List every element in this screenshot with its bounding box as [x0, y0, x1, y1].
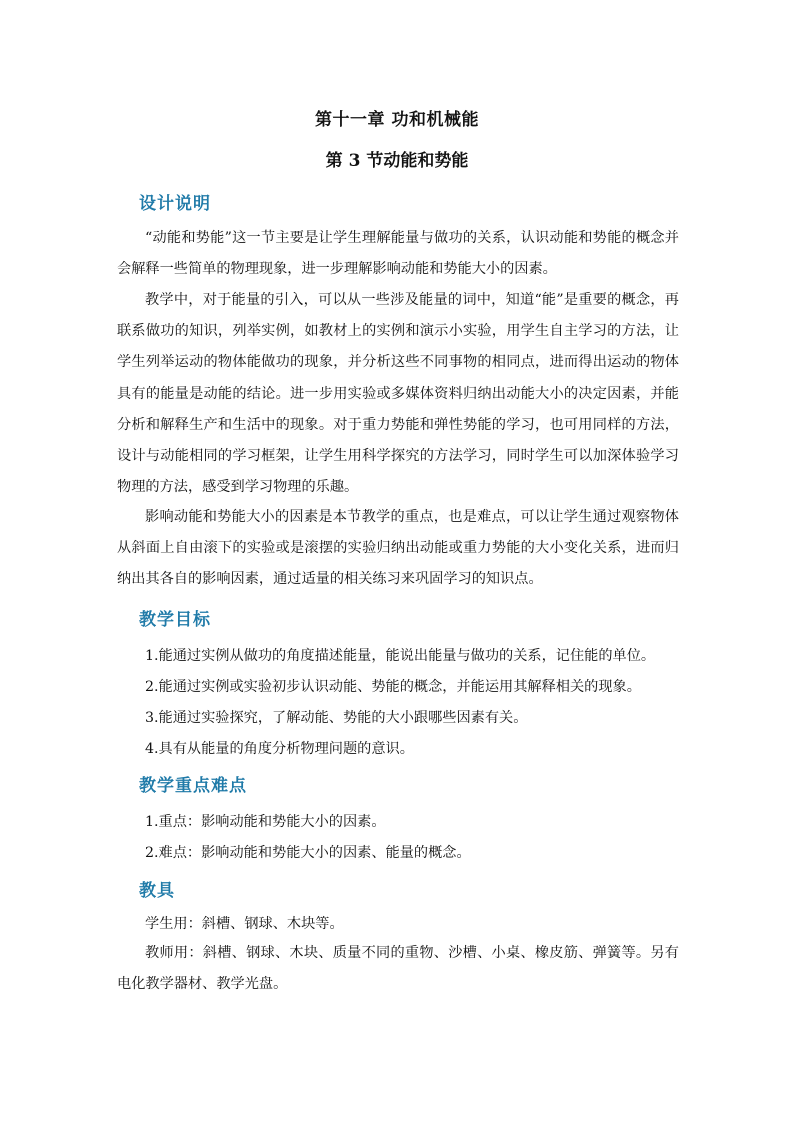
section-title: 第 3 节动能和势能: [325, 151, 469, 171]
design-paragraph-2: 教学中，对于能量的引入，可以从一些涉及能量的词中，知道“能”是重要的概念，再联系做功的知识，列举实例，如教材上的实例和演示小实验，用学生自主学习的方法，让学生列举运动的物体能做功的现象，并分析这些不同事物的相同点，进而得出运动的物体具有的能量是动能的结论。进一步用实验或多媒体资料归纳出动能大小的决定因素，并能分析和解释生产和生活中的现象。对于重力势能和弹性势能的学习，也可用同样的方法，设计与动能相同的学习框架，让学生用科学探究的方法学习，同时学生可以加深体验学习物理的方法，感受到学习物理的乐趣。: [117, 292, 679, 496]
tools-student: 学生用：斜槽、钢球、木块等。: [145, 916, 344, 932]
keypoint-item-1: 1.重点：影响动能和势能大小的因素。: [145, 814, 386, 830]
goal-item-4: 4.具有从能量的角度分析物理问题的意识。: [145, 741, 414, 757]
design-paragraph-1: “动能和势能”这一节主要是让学生理解能量与做功的关系，认识动能和势能的概念并会解释一些简单的物理现象，进一步理解影响动能和势能大小的因素。: [117, 230, 679, 278]
goals-heading: 教学目标: [139, 610, 211, 630]
goal-item-1: 1.能通过实例从做功的角度描述能量，能说出能量与做功的关系，记住能的单位。: [145, 648, 656, 664]
design-heading: 设计说明: [139, 194, 211, 214]
keypoints-heading: 教学重点难点: [139, 776, 247, 796]
keypoint-item-2: 2.难点：影响动能和势能大小的因素、能量的概念。: [145, 845, 471, 861]
goal-item-2: 2.能通过实例或实验初步认识动能、势能的概念，并能运用其解释相关的现象。: [145, 679, 641, 695]
design-paragraph-3: 影响动能和势能大小的因素是本节教学的重点，也是难点，可以让学生通过观察物体从斜面上自由滚下的实验或是滚摆的实验归纳出动能或重力势能的大小变化关系，进而归纳出其各自的影响因素，通过适量的相关练习来巩固学习的知识点。: [117, 509, 679, 588]
chapter-title: 第十一章 功和机械能: [315, 110, 479, 130]
goal-item-3: 3.能通过实验探究，了解动能、势能的大小跟哪些因素有关。: [145, 710, 528, 726]
tools-heading: 教具: [139, 881, 175, 901]
tools-teacher: 教师用：斜槽、钢球、木块、质量不同的重物、沙槽、小桌、橡皮筋、弹簧等。另有电化教学器材、教学光盘。: [117, 945, 679, 993]
